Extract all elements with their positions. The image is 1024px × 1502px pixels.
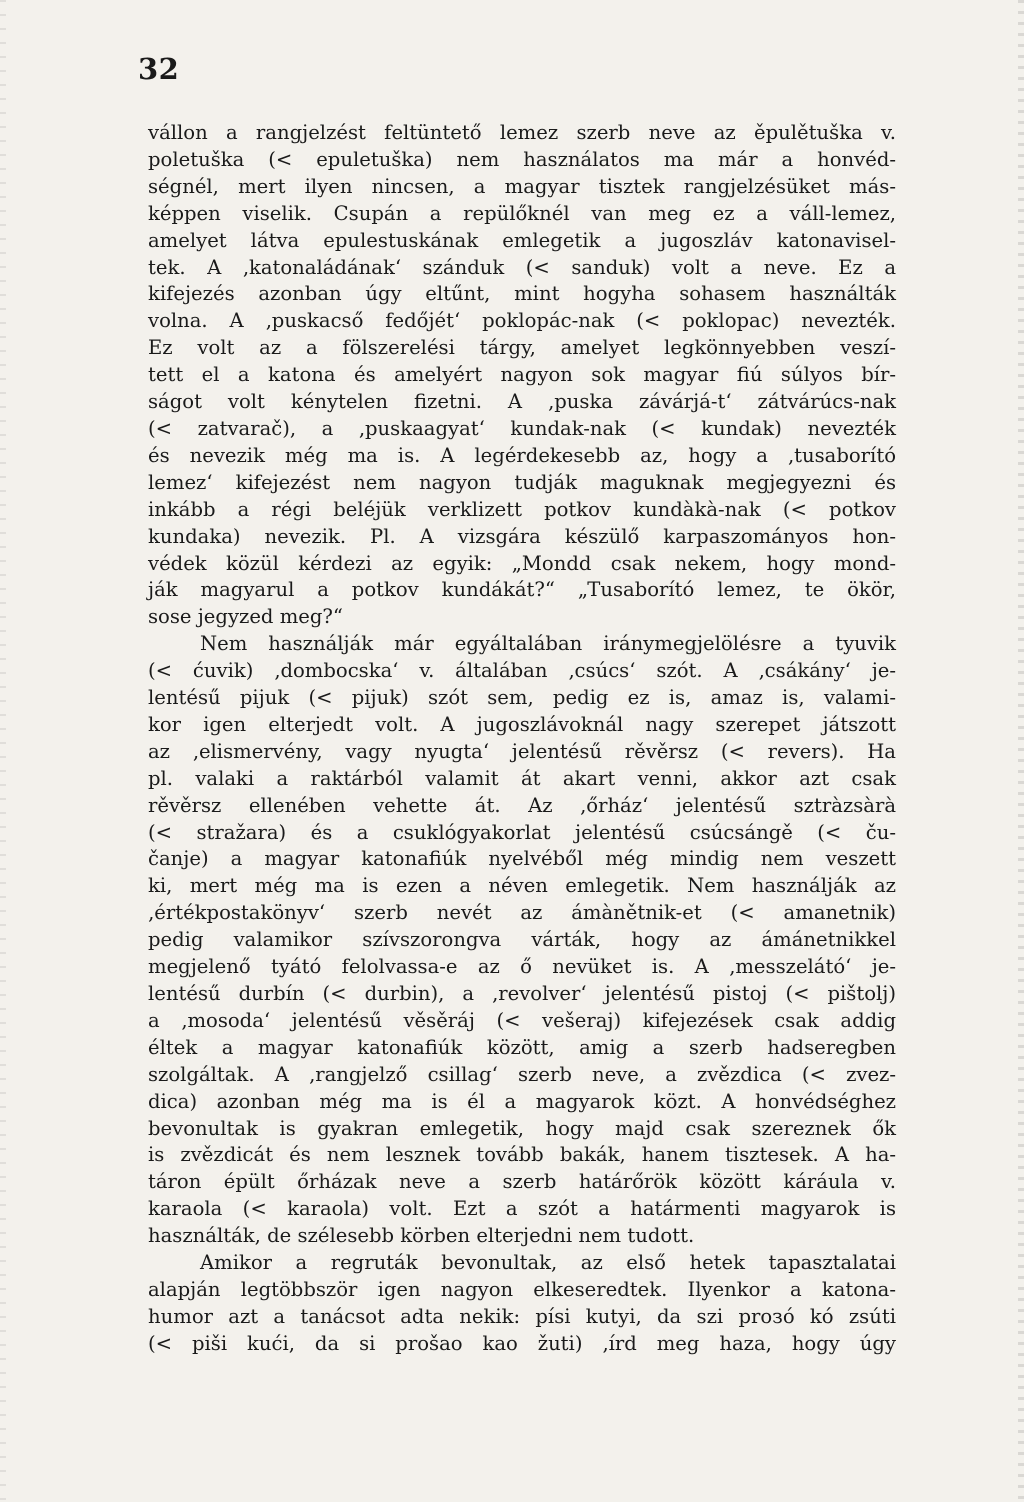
page-number: 32 — [138, 52, 180, 86]
text-line: tett el a katona és amelyért nagyon sok magyar fiú súlyos bír- — [148, 363, 896, 387]
text-line: bevonultak is gyakran emlegetik, hogy majd csak szereznek ők — [148, 1116, 896, 1140]
text-line: pedig valamikor szívszorongva várták, hogy az ámánetnikkel — [148, 928, 896, 952]
text-line: amelyet látva epulestuskának emlegetik a jugoszláv katonavisel- — [148, 228, 896, 252]
text-line: megjelenő tyátó felolvassa-e az ő nevüket is. A ‚messzelátó‘ je- — [148, 955, 896, 979]
text-line: poletuška (< epuletuška) nem használatos ma már a honvéd- — [148, 147, 896, 171]
text-line: képpen viselik. Csupán a repülőknél van meg ez a váll-lemez, — [148, 201, 896, 225]
text-line: Nem használják már egyáltalában iránymegjelölésre a tyuvik — [200, 632, 896, 656]
text-line: inkább a régi beléjük verklizett potkov kundàkà-nak (< potkov — [148, 497, 896, 521]
text-line: (< ćuvik) ‚dombocska‘ v. általában ‚csúcs‘ szót. A ‚csákány‘ je- — [148, 659, 896, 683]
body-text — [148, 120, 896, 1358]
text-line: pl. valaki a raktárból valamit át akart venni, akkor azt csak — [148, 766, 896, 790]
text-line: karaola (< karaola) volt. Ezt a szót a határmenti magyarok is — [148, 1197, 896, 1221]
text-line: tek. A ‚katonaládának‘ szánduk (< sanduk) volt a neve. Ez a — [148, 255, 896, 279]
text-line: ségnél, mert ilyen nincsen, a magyar tisztek rangjelzésüket más- — [148, 174, 896, 198]
text-line: is zvězdicát és nem lesznek tovább bakák, hanem tisztesek. A ha- — [148, 1143, 896, 1167]
text-line: táron épült őrházak neve a szerb határőrök között káráula v. — [148, 1170, 896, 1194]
text-line: használták, de szélesebb körben elterjedni nem tudott. — [148, 1224, 695, 1248]
text-line: lentésű pijuk (< pijuk) szót sem, pedig ez is, amaz is, valami- — [148, 686, 896, 710]
text-line: volna. A ‚puskacső fedőjét‘ poklopác-nak (< poklopac) nevezték. — [148, 309, 896, 333]
text-line: humor azt a tanácsot adta nekik: písi kutyi, da szi proзó kó zsúti — [148, 1304, 896, 1328]
text-line: szolgáltak. A ‚rangjelző csillag‘ szerb neve, a zvězdica (< zvez- — [148, 1062, 896, 1086]
text-line: ki, mert még ma is ezen a néven emlegetik. Nem használják az — [148, 874, 896, 898]
text-line: čanje) a magyar katonafiúk nyelvéből még mindig nem veszett — [148, 847, 896, 871]
text-line: (< stražara) és a csuklógyakorlat jelentésű csúcsángě (< ču- — [148, 820, 896, 844]
text-line: ják magyarul a potkov kundákát?“ „Tusaborító lemez, te ökör, — [148, 578, 896, 602]
text-line: a ‚mosoda‘ jelentésű věsěráj (< vešeraj) kifejezések csak addig — [148, 1008, 896, 1032]
text-line: Ez volt az a fölszerelési tárgy, amelyet legkönnyebben veszí- — [148, 336, 896, 360]
text-line: lemez‘ kifejezést nem nagyon tudják maguknak megjegyezni és — [148, 470, 896, 494]
text-line: Amikor a regruták bevonultak, az első hetek tapasztalatai — [200, 1251, 896, 1275]
text-line: alapján legtöbbször igen nagyon elkeseredtek. Ilyenkor a katona- — [148, 1277, 896, 1301]
text-line: kifejezés azonban úgy eltűnt, mint hogyha sohasem használták — [148, 282, 896, 306]
text-line: sose jegyzed meg?“ — [148, 605, 343, 629]
text-line: rěvěrsz ellenében vehette át. Az ‚őrház‘ jelentésű sztràzsàrà — [148, 793, 896, 817]
text-line: és nevezik még ma is. A legérdekesebb az, hogy a ‚tusaborító — [148, 443, 896, 467]
text-line: (< zatvarač), a ‚puskaagyat‘ kundak-nak (< kundak) nevezték — [148, 416, 896, 440]
page-edge-right — [1018, 0, 1024, 1502]
text-line: vállon a rangjelzést feltüntető lemez szerb neve az ěpulětuška v. — [148, 121, 896, 144]
text-line: védek közül kérdezi az egyik: „Mondd csak nekem, hogy mond- — [148, 551, 896, 575]
text-line: lentésű durbín (< durbin), a ‚revolver‘ jelentésű pistoj (< pištolj) — [148, 982, 896, 1005]
text-line: az ‚elismervény, vagy nyugta‘ jelentésű rěvěrsz (< revers). Ha — [148, 739, 896, 763]
text-line: kundaka) nevezik. Pl. A vizsgára készülő karpaszományos hon- — [148, 524, 896, 548]
text-line: (< piši kući, da si prošao kao žuti) ‚írd meg haza, hogy úgy — [148, 1331, 896, 1355]
text-line: kor igen elterjedt volt. A jugoszlávoknál nagy szerepet játszott — [148, 712, 896, 736]
text-line: ságot volt kénytelen fizetni. A ‚puska závárjá-t‘ zátvárúcs-nak — [148, 390, 896, 414]
text-line: éltek a magyar katonafiúk között, amig a szerb hadseregben — [148, 1035, 896, 1059]
page-edge-left — [0, 0, 6, 1502]
text-line: ‚értékpostakönyv‘ szerb nevét az ámànětnik-et (< amanetnik) — [148, 901, 896, 925]
text-line: dica) azonban még ma is él a magyarok közt. A honvédséghez — [148, 1089, 896, 1113]
